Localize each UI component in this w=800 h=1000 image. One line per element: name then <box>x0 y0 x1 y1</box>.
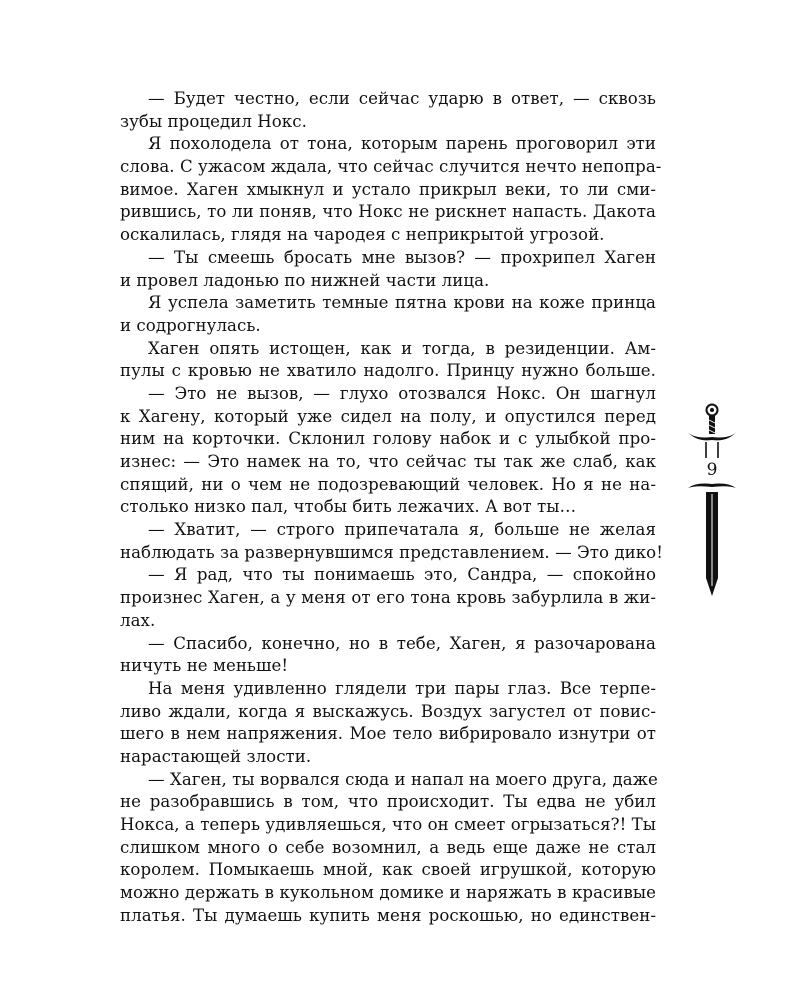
text-line: слишком много о себе возомнил, а ведь еще даже не стал <box>120 837 656 857</box>
text-line: рившись, то ли поняв, что Нокс не рискнет напасть. Дакота <box>120 202 656 222</box>
text-line: к Хагену, который уже сидел на полу, и опустился перед <box>120 406 656 426</box>
text-line: зубы процедил Нокс. <box>120 111 307 131</box>
text-line: — Хаген, ты ворвался сюда и напал на моего друга, даже <box>148 769 658 789</box>
text-line: ничуть не меньше! <box>120 656 289 676</box>
text-line: изнес: — Это намек на то, что сейчас ты так же слаб, как <box>120 452 656 471</box>
text-line: Хаген опять истощен, как и тогда, в резиденции. Ам- <box>148 338 656 358</box>
text-line: нарастающей злости. <box>120 746 312 766</box>
text-line: ним на корточки. Склонил голову набок и с улыбкой про- <box>120 429 656 449</box>
page-marker <box>686 402 738 598</box>
page-number: 9 <box>706 460 718 480</box>
text-line: королем. Помыкаешь мной, как своей игрушкой, которую <box>120 860 656 880</box>
text-line: — Я рад, что ты понимаешь это, Сандра, — спокойно <box>148 565 656 585</box>
text-line: слова. С ужасом ждала, что сейчас случится нечто непопра- <box>120 157 662 177</box>
text-line: лах. <box>120 610 156 630</box>
text-line: и провел ладонью по нижней части лица. <box>120 270 490 290</box>
text-line: — Спасибо, конечно, но в тебе, Хаген, я разочарована <box>148 633 656 653</box>
sword-icon <box>686 402 738 598</box>
text-line: произнес Хаген, а у меня от его тона кровь забурлила в жи- <box>120 588 656 608</box>
text-line: платья. Ты думаешь купить меня роскошью, но единствен- <box>120 905 656 925</box>
text-line: Я успела заметить темные пятна крови на коже принца <box>148 293 656 313</box>
text-line: наблюдать за развернувшимся представлением. — Это дико! <box>120 542 663 562</box>
text-line: — Это не вызов, — глухо отозвался Нокс. Он шагнул <box>148 383 656 403</box>
text-line: не разобравшись в том, что происходит. Ты едва не убил <box>120 792 656 812</box>
text-line: — Хватит, — строго припечатала я, больше не желая <box>148 520 656 540</box>
text-line: На меня удивленно глядели три пары глаз. Все терпе- <box>148 678 656 698</box>
text-line: вимое. Хаген хмыкнул и устало прикрыл веки, то ли сми- <box>120 179 656 199</box>
book-page-text <box>120 88 663 927</box>
text-line: и содрогнулась. <box>120 315 261 335</box>
text-line: можно держать в кукольном домике и наряжать в красивые <box>120 883 656 903</box>
text-line: — Будет честно, если сейчас ударю в ответ, — сквозь <box>148 89 656 108</box>
text-line: оскалилась, глядя на чародея с неприкрытой угрозой. <box>120 225 605 245</box>
text-line: — Ты смеешь бросать мне вызов? — прохрипел Хаген <box>148 247 656 267</box>
text-line: шего в нем напряжения. Мое тело вибрировало изнутри от <box>120 724 656 744</box>
text-line: Я похолодела от тона, которым парень проговорил эти <box>148 134 656 154</box>
text-line: пулы с кровью не хватило надолго. Принцу нужно больше. <box>120 361 656 381</box>
text-line: ливо ждали, когда я выскажусь. Воздух загустел от повис- <box>120 701 656 721</box>
text-line: Нокса, а теперь удивляешься, что он смеет огрызаться?! Ты <box>120 815 656 834</box>
text-line: столько низко пал, чтобы бить лежачих. А вот ты… <box>120 497 577 517</box>
text-line: спящий, ни о чем не подозревающий человек. Но я не на- <box>120 474 656 494</box>
